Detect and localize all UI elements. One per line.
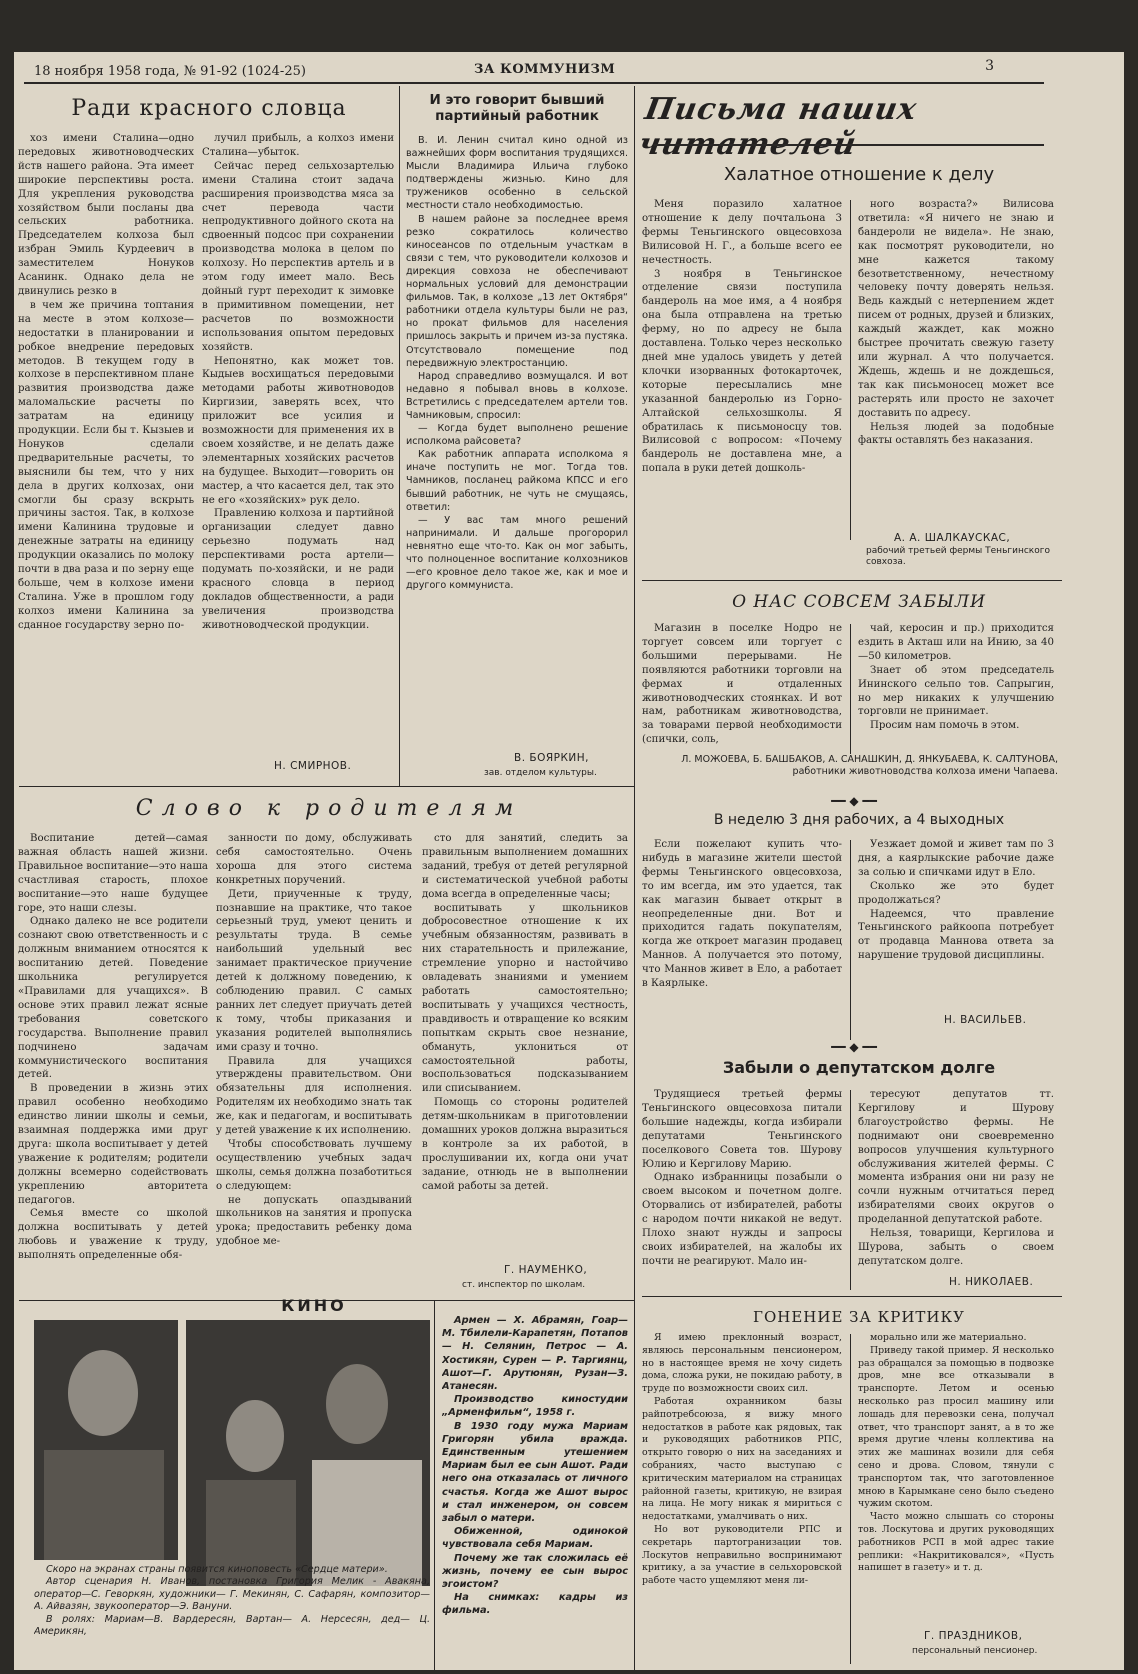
paragraph: Правила для учащихся утверждены правительством. Они обязательны для исполнения. Родителям их необходимо знать так же, как и педагогам, и воспитывать у детей уважение к их исполнению. xyxy=(216,1055,412,1137)
paragraph: Дети, приученные к труду, познавшие на практике, что такое серьезный труд, умеют ценить и результаты труда. В семье наибольший удельный вес занимает практическое приучение детей к должному поведению, к соблюдению правил. С самых ранних лет следует приучать детей к тому, чтобы приказания и указания родителей выполнялись ими сразу и точно. xyxy=(216,888,412,1053)
paragraph: Надеемся, что правление Теньгинского райкоопа потребует от продавца Маннова ответа за нарушение трудовой дисциплины. xyxy=(858,908,1054,962)
film-still-photo xyxy=(186,1320,430,1586)
signature-role: персональный пенсионер. xyxy=(912,1646,1038,1656)
ornament-divider: ━━ ◆ ━━ xyxy=(831,1040,877,1054)
column-rule xyxy=(850,624,851,754)
article-column xyxy=(858,1088,1054,1276)
paragraph: В нашем районе за последнее время резко сократилось количество киносеансов по отдельным участкам в связи с тем, что руководители колхозов и дирекция совхоза не обеспечивают нормальных условий для демонстрации фильмов. Так, в колхозе „13 лет Октября“ работники отдела культуры были не раз, но прокат фильмов для населения пришлось закрыть и причем из-за пустяка. Отсутствовало помещение под передвижную электростанцию. xyxy=(406,213,628,369)
section-rule xyxy=(642,1296,1062,1297)
paragraph: Если пожелают купить что-нибудь в магазине жители шестой фермы Теньгинского овцесовхоза, то им всегда, им это удается, так как магазин бывает открыт в неопределенные дни. Вот и приходится гадать покупателям, когда же откроет магазин продавец Маннов. А получается это потому, что Маннов живет в Ело, а работает в Каярлыке. xyxy=(642,839,842,990)
caption-line: Скоро на экранах страны появится киноповесть «Сердце матери». xyxy=(46,1564,388,1575)
paragraph: Часто можно слышать со стороны тов. Лоскутова и других руководящих работников РСП в мой адрес такие реплики: «Накритиковался», «Пусть напишет в газету» и т. д. xyxy=(858,1511,1054,1574)
signature: Н. СМИРНОВ. xyxy=(274,760,352,772)
paragraph: Трудящиеся третьей фермы Теньгинского овцесовхоза питали большие надежды, когда избирали депутатами Теньгинского поселкового Совета тов. Шурову Юлию и Кергилову Марию. xyxy=(642,1089,842,1170)
paragraph: Сейчас перед сельхозартелью имени Сталина стоит задача расширения производства мяса за счет перевода части непродуктивного дойного скота на сдвоенный подсос при сохранении производства молока в целом по колхозу. Но перспектив артель и в этом году имеет мало. Весь дойный гурт переходит к зимовке в примитивном помещении, нет расчетов по возможности использования опытом передовых хозяйств. xyxy=(202,160,394,353)
paragraph: воспитывать у школьников добросовестное отношение к их учебным обязанностям, развивать в них старательность и прилежание, стремление упорно и настойчиво овладевать знаниями и умением работать самостоятельно; воспитывать у учащихся честность, правдивость и отвращение ко всяким попыткам скрыть свое незнание, обмануть, уклониться от самостоятельной работы, воспользоваться подсказыванием или списыванием. xyxy=(422,902,628,1095)
paragraph: не допускать опаздываний школьников на занятия и пропуска урока; предоставить ребенку дома удобное ме- xyxy=(216,1194,412,1248)
paragraph: Семья вместе со школой должна воспитывать у детей любовь и уважение к труду, выполнять определенные обя- xyxy=(18,1208,208,1262)
paragraph: в чем же причина топтания на месте в этом колхозе—недостатки в планировании и робкое внедрение передовых методов. В текущем году в колхозе в перспективном плане развития производства даже маломальские расчеты по затратам на единицу продукции. Если бы т. Кызыев и Нонуков сделали предварительные расчеты, то выяснили бы тем, что у них дела в других колхозах, они смогли бы сразу вскрыть причины застоя. Так, в колхозе имени Калинина трудовые и денежные затраты на единицу продукции оказались по молоку почти в два раза и по зерну еще больше, чем в колхозе имени Сталина. Уже в прошлом году колхоз имени Калинина за сданное государству зерно по- xyxy=(18,299,194,631)
paragraph: Почему же так сложилась её жизнь, почему ее сын вырос эгоистом? xyxy=(442,1552,628,1591)
signature: А. А. ШАЛКАУСКАС, xyxy=(894,532,1011,544)
article-column xyxy=(18,132,194,780)
paragraph: Непонятно, как может тов. Кыдыев восхищаться передовыми методами работы животноводов Киргизии, заверять всех, что приложит все усилия и возможности для применения их в своем хозяйстве, и не делать даже элементарных хозяйских расчетов на будущее. Выходит—говорить он мастер, а что касается дел, так это не его «хозяйских» рук дело. xyxy=(202,355,394,506)
paragraph: лучил прибыль, а колхоз имени Сталина—убыток. xyxy=(202,133,394,158)
article-title: Забыли о депутатском долге xyxy=(722,1058,996,1077)
paragraph: Армен — Х. Абрамян, Гоар— М. Тбилели-Карапетян, Потапов — Н. Селянин, Петрос — А. Хостикян, Сурен — Р. Таргиянц, Ашот—Г. Арутюнян, Рузан—З. Атанесян. xyxy=(442,1315,628,1393)
paragraph: Производство киностудии „Арменфильм“, 1958 г. xyxy=(442,1394,628,1419)
paragraph: — Когда будет выполнено решение исполкома райсовета? xyxy=(406,423,628,448)
ornament-divider: ━━ ◆ ━━ xyxy=(831,794,877,808)
caption-line: Автор сценария Н. Иванов, постановка Григория Мелик - Авакяна, оператор—С. Геворкян, художники— Г. Мекинян, С. Сафарян, композитор—А. Айвазян, звукооператор—Э. Вануни. xyxy=(34,1576,430,1613)
caption-line: В ролях: Мариам—В. Вардересян, Вартан— А. Нерсесян, дед— Ц. Америкян, xyxy=(34,1613,430,1638)
heading-underline xyxy=(654,144,1044,146)
article-column xyxy=(642,198,842,574)
paragraph: На снимках: кадры из фильма. xyxy=(442,1592,628,1617)
signature: В. БОЯРКИН, xyxy=(514,752,590,764)
paragraph: В. И. Ленин считал кино одной из важнейших форм воспитания трудящихся. Мысли Владимира Ильича глубоко подтверждены жизнью. Кино для тружеников особенно в сельской местности стало необходимостью. xyxy=(406,135,628,212)
signature: Н. ВАСИЛЬЕВ. xyxy=(944,1014,1027,1026)
article-column xyxy=(642,1088,842,1298)
column-rule xyxy=(850,200,851,540)
paragraph: Воспитание детей—самая важная область нашей жизни. Правильное воспитание—это наша счастливая старость, плохое воспитание—это наше будущее горе, это наши слезы. xyxy=(18,833,208,914)
paragraph: Приведу такой пример. Я несколько раз обращался за помощью в подвозке дров, мне все отказывали в транспорте. Летом и осенью несколько раз просил машину или лошадь для перевозки сена, получал ответ, что транспорт занят, а в то же время другие члены коллектива на этих же машинах возили для себя сено и дрова. Словом, тянули с транспортом так, что заготовленное мною в Карымкане сено было съедено чужим скотом. xyxy=(858,1344,1054,1510)
paragraph: В 1930 году мужа Мариам Григорян убила вражда. Единственным утешением Мариам был ее сын Ашот. Ради него она отказалась от личного счастья. Когда же Ашот вырос и стал инженером, он совсем забыл о матери. xyxy=(442,1420,628,1525)
paragraph: Работая охранником базы райпотребсоюза, я вижу много недостатков в работе как рядовых, так и руководящих работников РПС, открыто говорю о них на заседаниях и собраниях, часто выступаю с критическим материалом на страницах районной газеты, критикую, не взирая на лица. Не могу никак я мириться с недостатками, умалчивать о них. xyxy=(642,1395,842,1523)
signature-role: рабочий третьей фермы Теньгинского совхоза. xyxy=(866,546,1050,567)
paragraph: Как работник аппарата исполкома я иначе поступить не мог. Тогда тов. Чамников, посланец райкома КПСС и его бывший работник, не чуть не смущаясь, ответил: xyxy=(406,449,628,513)
section-heading: Письма наших читателей xyxy=(636,92,920,162)
signature-role: зав. отделом культуры. xyxy=(484,768,597,778)
paragraph: Знает об этом председатель Ининского сельпо тов. Сапрыгин, но мер никаких к улучшению торговли не принимает. xyxy=(858,664,1054,718)
paragraph: Нельзя, товарищи, Кергилова и Шурова, забыть о своем депутатском долге. xyxy=(858,1228,1054,1267)
newspaper-name: ЗА КОММУНИЗМ xyxy=(474,62,616,77)
paragraph: ного возраста?» Вилисова ответила: «Я ничего не знаю и бандероли не видела». Не знаю, как посмотрят руководители, но мне кажется такому безответственному, нечестному человеку почту доверять нельзя. Ведь каждый с нетерпением ждет писем от родных, друзей и близких, каждый жаждет, как можно быстрее прочитать свежую газету или журнал. А что получается. Ждешь, ждешь и не дождешься, так как письмоносец может все растерять или просто не захочет доставить по адресу. xyxy=(858,199,1054,419)
paragraph: хоз имени Сталина—одно передовых животноводческих йств нашего района. Эта имеет широкие перспективы роста. Для укрепления руководства хозяйством были посланы два сельских работника. Председателем колхоза был избран Эмиль Курдеевич в заместителем Нонуков Асанинк. Однако дела не двинулись резко в xyxy=(18,133,194,297)
paragraph: Однако избранницы позабыли о своем высоком и почетном долге. Оторвались от избирателей, работы с народом почти никакой не ведут. Плохо знают нужды и запросы своих избирателей, на жалобы их почти не реагируют. Мало ин- xyxy=(642,1172,842,1267)
paragraph: — У вас там много решений напринимали. И дальше прогорорил невнятно еще что-то. Как он мог забыть, что полноценное воспитание колхозников—его кровное дело такое же, как и мое и другого коммуниста. xyxy=(406,514,628,592)
paragraph: Уезжает домой и живет там по 3 дня, а каярлыкские рабочие даже за солью и спичками идут в Ело. xyxy=(858,839,1054,878)
paragraph: чай, керосин и пр.) приходится ездить в Акташ или на Инию, за 40—50 километров. xyxy=(858,623,1054,662)
page-number: 3 xyxy=(985,58,994,74)
paragraph: Обиженной, одинокой чувствовала себя Мариам. xyxy=(442,1526,628,1551)
article-title: Ради красного словца xyxy=(71,96,347,121)
photo-caption xyxy=(34,1564,430,1668)
column-rule xyxy=(399,86,400,786)
paragraph: занности по дому, обслуживать себя самостоятельно. Очень хороша для этого система конкретных поручений. xyxy=(216,833,412,886)
column-rule xyxy=(434,1300,435,1670)
paragraph: Народ справедливо возмущался. И вот недавно я побывал вновь в колхозе. Встретились с председателем артели тов. Чамниковым, спросил: xyxy=(406,370,628,421)
signature: Г. НАУМЕНКО, xyxy=(504,1264,588,1276)
article-title: Халатное отношение к делу xyxy=(723,164,995,185)
article-column xyxy=(422,832,628,1262)
article-column xyxy=(642,622,842,752)
article-column xyxy=(858,622,1054,752)
paragraph: Чтобы способствовать лучшему осуществлению учебных задач школы, семья должна позаботиться о следующем: xyxy=(216,1138,412,1192)
paragraph: Просим нам помочь в этом. xyxy=(870,720,1020,732)
page-header xyxy=(24,58,1044,84)
paragraph: Я имею преклонный возраст, являюсь персональным пенсионером, но в настоящее время не хочу сидеть дома, сложа руки, не покидаю работу, в труде по возможности своих сил. xyxy=(642,1332,842,1395)
paragraph: морально или же материально. xyxy=(870,1332,1027,1343)
signature: Н. НИКОЛАЕВ. xyxy=(949,1276,1034,1288)
column-rule xyxy=(850,1090,851,1290)
column-rule xyxy=(850,840,851,1040)
paragraph: Помощь со стороны родителей детям-школьникам в приготовлении домашних уроков должна выразиться в контроле за их работой, в прослушивании их, когда они учат задание, отнюдь не в выполнении самой работы за детей. xyxy=(422,1097,628,1192)
signature-role: ст. инспектор по школам. xyxy=(462,1280,586,1290)
article-column xyxy=(216,832,412,1296)
paragraph: Меня поразило халатное отношение к делу почтальона 3 фермы Теньгинского овцесовхоза Вилисовой Н. Г., а больше всего ее нечестность. xyxy=(642,199,842,266)
column-rule xyxy=(850,1334,851,1664)
film-still-photo xyxy=(34,1320,178,1560)
article-column xyxy=(642,1332,842,1668)
article-column xyxy=(18,832,208,1296)
paragraph: Магазин в поселке Нодро не торгует совсем или торгует с большими перерывами. Не появляются работники торговли на фермах и отдаленных животноводческих стоянках. И вот нам, работникам животноводства, за товарами первой необходимости (спички, соль, xyxy=(642,623,842,746)
column-rule xyxy=(634,786,635,1670)
article-title: И это говорит бывший партийный работник xyxy=(429,92,605,124)
article-title: КИНО xyxy=(281,1296,347,1315)
section-rule xyxy=(642,580,1062,581)
paragraph: сто для занятий, следить за правильным выполнением домашних заданий, требуя от детей регулярной и систематической учебной работы дома всегда в определенные часы; xyxy=(422,833,628,900)
newspaper-page xyxy=(14,52,1124,1670)
signature-list: Л. МОЖОЕВА, Б. БАШБАКОВ, А. САНАШКИН, Д. ЯНКУБАЕВА, К. САЛТУНОВА, работники животноводства колхоза имени Чапаева. xyxy=(681,754,1058,777)
paragraph: Нельзя людей за подобные факты оставлять без наказания. xyxy=(858,421,1054,447)
paragraph: В проведении в жизнь этих правил особенно необходимо единство линии школы и семьи, взаимная поддержка ими друг друга: школа воспитывает у детей уважение к родителям; родители должны всемерно содействовать укреплению авторитета педагогов. xyxy=(18,1083,208,1206)
paragraph: 3 ноября в Теньгинское отделение связи поступила бандероль на мое имя, а 4 ноября она была отправлена на третью ферму, но по адресу не была доставлена. Только через несколько дней мне удалось увидеть у детей клочки изорванных фотокарточек, которые пересылались мне указанной бандеролью из Горно-Алтайской сельхозшколы. Я обратилась к письмоносцу тов. Вилисовой с вопросом: «Почему бандероль не доставлена мне, а попала в руки детей дошколь- xyxy=(642,268,842,475)
article-title: Слово к родителям xyxy=(135,796,523,821)
section-rule xyxy=(19,786,634,787)
issue-date: 18 ноября 1958 года, № 91-92 (1024-25) xyxy=(34,64,306,79)
article-column xyxy=(858,198,1054,538)
article-column xyxy=(202,132,394,752)
article-column xyxy=(858,838,1054,1018)
article-title: В неделю 3 дня рабочих, а 4 выходных xyxy=(713,812,1005,828)
paragraph: Правлению колхоза и партийной организации следует давно серьезно подумать над перспективами роста артели—подумать по-хозяйски, и не ради красного словца в период докладов общественности, а ради увеличения производства животноводческой продукции. xyxy=(202,508,394,631)
paragraph: тересуют депутатов тт. Кергилову и Шурову благоустройство фермы. Не поднимают они своевременно вопросов улучшения культурного обслуживания жителей фермы. С момента избрания они ни разу не сочли нужным отчитаться перед избирателями своих округов о проделанной депутатской работе. xyxy=(858,1089,1054,1226)
paragraph: Однако далеко не все родители сознают свою ответственность и с должным вниманием относятся к воспитанию детей. Поведение школьника регулируется «Правилами для учащихся». В основе этих правил лежат ясные требования советского государства. Выполнение правил подчинено задачам коммунистического воспитания детей. xyxy=(18,916,208,1081)
article-column xyxy=(858,1332,1054,1622)
column-rule xyxy=(634,86,635,786)
paragraph: Но вот руководители РПС и секретарь партогранизации тов. Лоскутов неправильно воспринимают критику, а за участие в сельхоровской работе часто ущемляют меня ли- xyxy=(642,1523,842,1587)
article-title: ГОНЕНИЕ ЗА КРИТИКУ xyxy=(753,1308,965,1326)
signature: Г. ПРАЗДНИКОВ, xyxy=(924,1630,1023,1642)
paragraph: Сколько же это будет продолжаться? xyxy=(858,880,1054,906)
article-title: О НАС СОВСЕМ ЗАБЫЛИ xyxy=(732,592,986,612)
article-column xyxy=(642,838,842,1044)
film-description xyxy=(442,1314,628,1666)
article-column xyxy=(406,134,628,752)
